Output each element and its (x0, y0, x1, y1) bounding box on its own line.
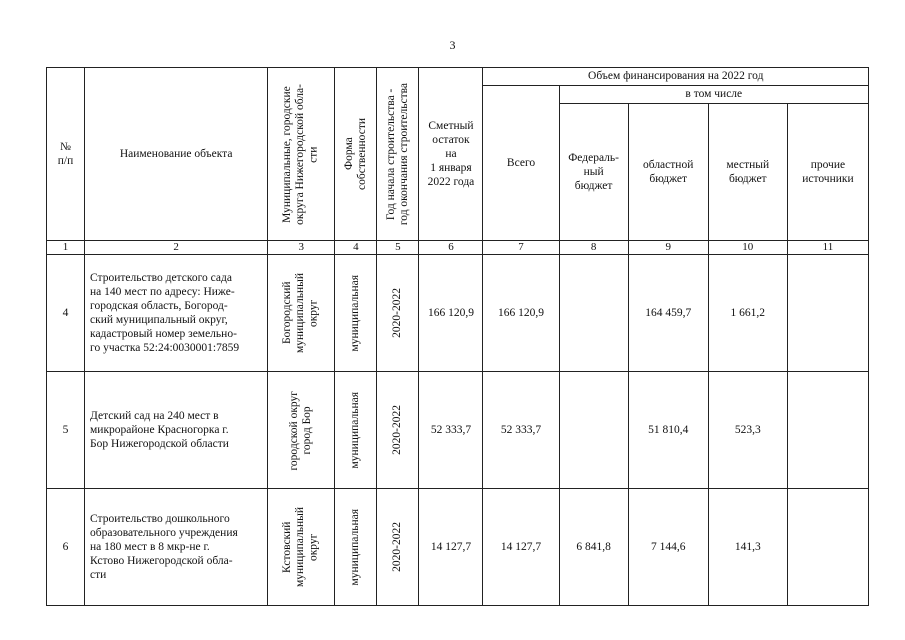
header-including: в том числе (559, 86, 868, 104)
table-row (47, 255, 869, 372)
column-number: 5 (377, 241, 419, 255)
header-funding-group: Объем финансирования на 2022 год (483, 68, 869, 86)
years-text: 2020-2022 (391, 288, 404, 339)
financing-table (46, 67, 869, 606)
local-value: 141,3 (708, 489, 787, 606)
row-ownership (335, 372, 377, 489)
row-years (377, 372, 419, 489)
column-number: 9 (628, 241, 708, 255)
other-value (787, 489, 868, 606)
federal-value (559, 372, 628, 489)
other-value (787, 372, 868, 489)
total-value: 52 333,7 (483, 372, 559, 489)
column-number: 3 (268, 241, 335, 255)
ownership-text: муниципальная (349, 509, 362, 586)
row-years (377, 255, 419, 372)
total-value: 14 127,7 (483, 489, 559, 606)
header-municipality (268, 68, 335, 241)
column-number: 10 (708, 241, 787, 255)
header-years (377, 68, 419, 241)
header-total: Всего (483, 86, 559, 241)
municipality-text: Богородский муниципальный округ (281, 273, 320, 354)
table-row (47, 489, 869, 606)
local-value: 523,3 (708, 372, 787, 489)
row-municipality (268, 255, 335, 372)
row-municipality (268, 489, 335, 606)
municipality-text: городской округ город Бор (288, 390, 314, 471)
object-name: Детский сад на 240 мест в микрорайоне Красногорка г. Бор Нижегородской области (85, 372, 268, 489)
header-estimate: Сметный остаток на 1 января 2022 года (419, 68, 483, 241)
years-text: 2020-2022 (391, 405, 404, 456)
regional-value: 7 144,6 (628, 489, 708, 606)
row-ownership (335, 489, 377, 606)
table-row (47, 372, 869, 489)
federal-value (559, 255, 628, 372)
row-ownership (335, 255, 377, 372)
column-number: 6 (419, 241, 483, 255)
other-value (787, 255, 868, 372)
regional-value: 164 459,7 (628, 255, 708, 372)
column-number: 7 (483, 241, 559, 255)
federal-value: 6 841,8 (559, 489, 628, 606)
row-municipality (268, 372, 335, 489)
row-num: 6 (47, 489, 85, 606)
local-value: 1 661,2 (708, 255, 787, 372)
header-name: Наименование объекта (85, 68, 268, 241)
municipality-text: Кстовский муниципальный округ (281, 507, 320, 588)
column-number: 4 (335, 241, 377, 255)
ownership-text: муниципальная (349, 392, 362, 469)
regional-value: 51 810,4 (628, 372, 708, 489)
header-ownership (335, 68, 377, 241)
header-num: № п/п (47, 68, 85, 241)
estimate-value: 14 127,7 (419, 489, 483, 606)
page-number: 3 (449, 38, 456, 52)
column-number: 1 (47, 241, 85, 255)
column-number: 8 (559, 241, 628, 255)
years-text: 2020-2022 (391, 522, 404, 573)
header-federal: Федераль- ный бюджет (559, 104, 628, 241)
row-years (377, 489, 419, 606)
estimate-value: 166 120,9 (419, 255, 483, 372)
header-years-text: Год начала строительства - год окончания строительства (384, 82, 410, 226)
column-number: 2 (85, 241, 268, 255)
object-name: Строительство детского сада на 140 мест по адресу: Ниже- городская область, Богород- ский муниципальный округ, кадастровый номер земельно- го участка 52:24:0030001:7859 (85, 255, 268, 372)
ownership-text: муниципальная (349, 275, 362, 352)
header-regional: областной бюджет (628, 104, 708, 241)
object-name: Строительство дошкольного образовательного учреждения на 180 мест в 8 мкр-не г. Кстово Нижегородской обла- сти (85, 489, 268, 606)
estimate-value: 52 333,7 (419, 372, 483, 489)
header-other: прочие источники (787, 104, 868, 241)
header-local: местный бюджет (708, 104, 787, 241)
header-ownership-text: Форма собственности (342, 118, 368, 190)
column-number: 11 (787, 241, 868, 255)
header-municipality-text: Муниципальные, городские округа Нижегородской обла- сти (281, 83, 320, 225)
row-num: 4 (47, 255, 85, 372)
total-value: 166 120,9 (483, 255, 559, 372)
row-num: 5 (47, 372, 85, 489)
